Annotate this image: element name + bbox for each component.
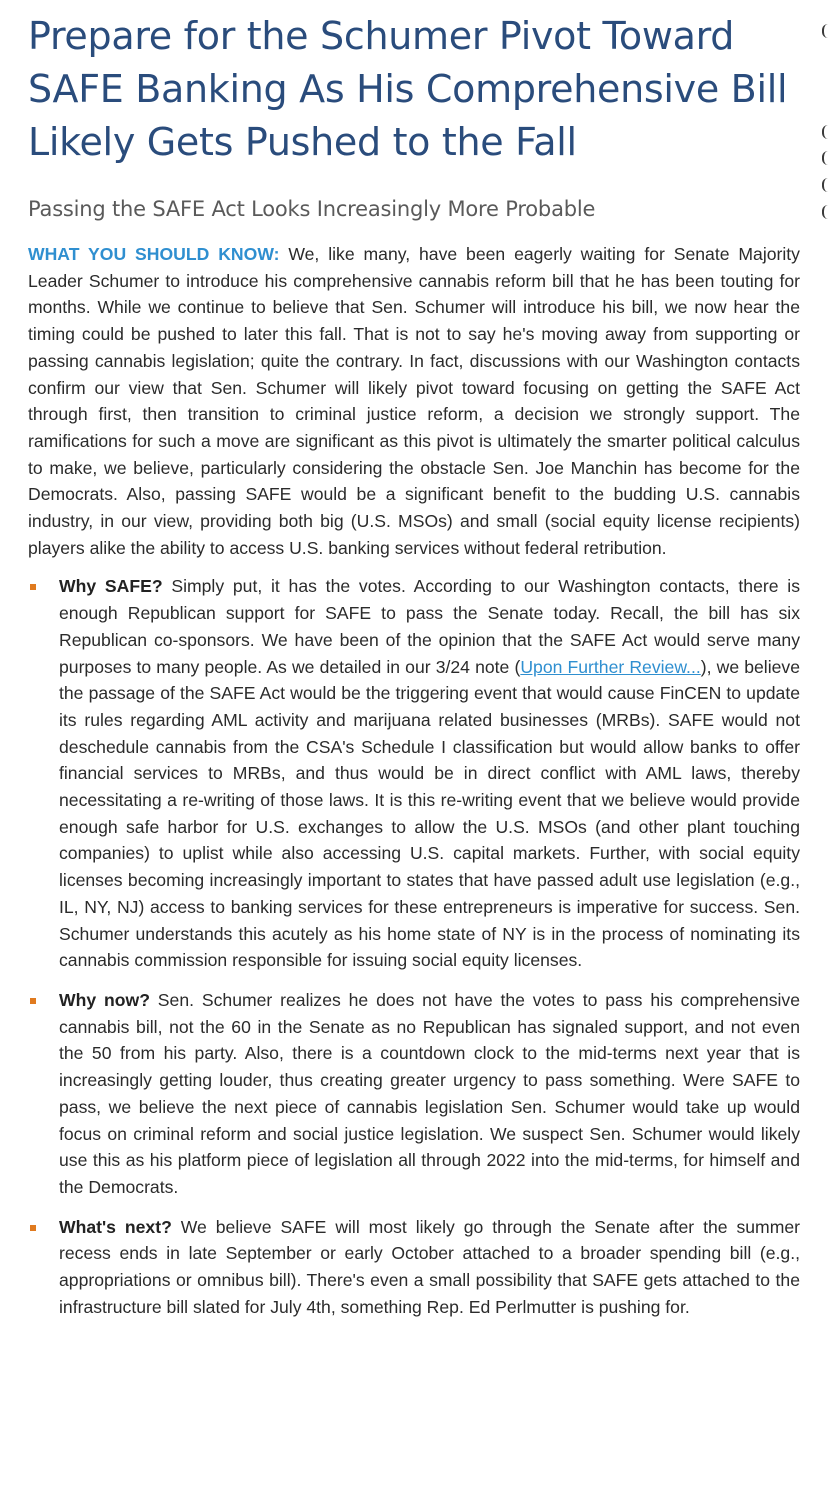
bullet-text: Simply put, it has the votes. According to our Washington contacts, there is enough Republican support for SAFE to pass the Senate today. Recall, the bill has six Republican co-sponsors. We have been of the opinion that the SAFE Act would serve many purposes to many people. As we detailed in our 3/24 note ( xyxy=(59,576,800,677)
bullet-heading: Why SAFE? xyxy=(59,576,163,597)
bullet-heading: Why now? xyxy=(59,989,150,1010)
bullet-square-icon xyxy=(30,1225,36,1231)
bullet-text-continued: ), we believe the passage of the SAFE Act would be the triggering event that would cause FinCEN to update its rules regarding AML activity and marijuana related businesses (MRBs). SAFE would not deschedule cannabis from the CSA's Schedule I classification but would allow banks to offer financial services to MRBs, and thus would be in direct conflict with AML laws, thereby necessitating a re-writing of those laws. It is this re-writing event that we believe would provide enough safe harbor for U.S. exchanges to allow the U.S. MSOs (and other plant touching companies) to uplist while also accessing U.S. capital markets. Further, with social equity licenses becoming increasingly important to states that have passed adult use legislation (e.g., IL, NY, NJ) access to banking services for these entrepreneurs is imperative for success. Sen. Schumer understands this acutely as his home state of NY is in the process of nominating its cannabis commission responsible for issuing social equity licenses. xyxy=(59,656,800,971)
clipped-glyph-mark xyxy=(822,151,828,165)
bullet-square-icon xyxy=(30,584,36,590)
bullet-text: We believe SAFE will most likely go through the Senate after the summer recess ends in late September or early October attached to a broader spending bill (e.g., appropriations or omnibus bill). There's even a small possibility that SAFE gets attached to the infrastructure bill slated for July 4th, something Rep. Ed Perlmutter is pushing for. xyxy=(59,1216,800,1317)
bullet-why-safe xyxy=(28,573,800,974)
intro-lead: WHAT YOU SHOULD KNOW: xyxy=(28,244,280,264)
bullet-square-icon xyxy=(30,998,36,1004)
document-title: Prepare for the Schumer Pivot Toward SAFE Banking As His Comprehensive Bill Likely Gets Pushed to the Fall xyxy=(28,14,788,164)
document-page xyxy=(28,10,800,1333)
bullet-heading: What's next? xyxy=(59,1216,172,1237)
document-subtitle: Passing the SAFE Act Looks Increasingly More Probable xyxy=(28,197,596,221)
clipped-glyph-mark xyxy=(822,205,828,219)
clipped-glyph-mark xyxy=(822,125,828,139)
clipped-glyph-mark xyxy=(822,24,828,38)
intro-paragraph xyxy=(28,241,800,561)
bullet-why-now xyxy=(28,987,800,1201)
clipped-glyph-mark xyxy=(822,178,828,192)
adjacent-column-edge xyxy=(822,0,828,240)
intro-text: We, like many, have been eagerly waiting for Senate Majority Leader Schumer to introduce his comprehensive cannabis reform bill that he has been touting for months. While we continue to believe that Sen. Schumer will introduce his bill, we now hear the timing could be pushed to later this fall. That is not to say he's moving away from supporting or passing cannabis legislation; quite the contrary. In fact, discussions with our Washington contacts confirm our view that Sen. Schumer will likely pivot toward focusing on getting the SAFE Act through first, then transition to criminal justice reform, a decision we strongly support. The ramifications for such a move are significant as this pivot is ultimately the smarter political calculus to make, we believe, particularly considering the obstacle Sen. Joe Manchin has become for the Democrats. Also, passing SAFE would be a significant benefit to the budding U.S. cannabis industry, in our view, providing both big (U.S. MSOs) and small (social equity license recipients) players alike the ability to access U.S. banking services without federal retribution. xyxy=(28,244,800,558)
bullet-text: Sen. Schumer realizes he does not have the votes to pass his comprehensive cannabis bill, not the 60 in the Senate as no Republican has signaled support, and not even the 50 from his party. Also, there is a countdown clock to the mid-terms next year that is increasingly getting louder, thus creating greater urgency to pass something. Were SAFE to pass, we believe the next piece of cannabis legislation Sen. Schumer would take up would focus on criminal reform and social justice legislation. We suspect Sen. Schumer would likely use this as his platform piece of legislation all through 2022 into the mid-terms, for himself and the Democrats. xyxy=(59,989,800,1197)
bullet-whats-next xyxy=(28,1214,800,1321)
bullet-list xyxy=(28,573,800,1320)
upon-further-review-link[interactable]: Upon Further Review... xyxy=(520,656,701,677)
